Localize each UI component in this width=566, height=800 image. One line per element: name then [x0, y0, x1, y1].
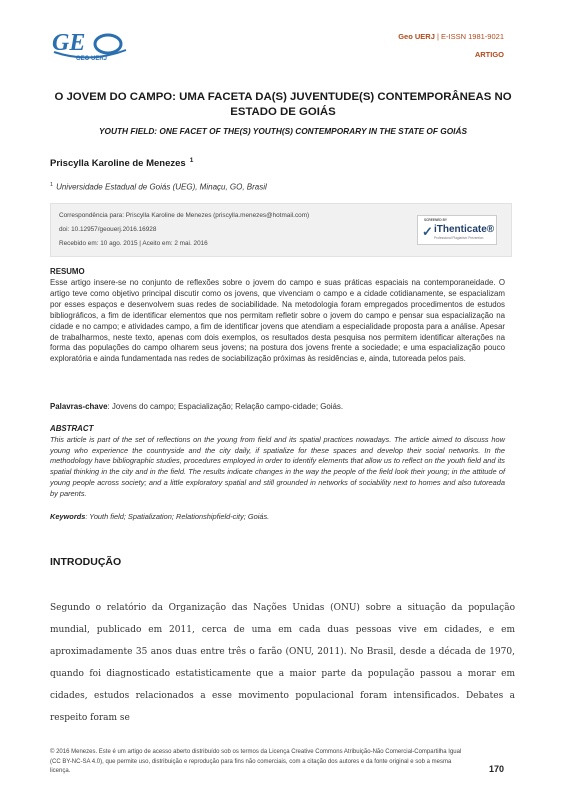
badge-name: iThenticate®: [434, 224, 495, 235]
abstract-heading: ABSTRACT: [50, 424, 94, 433]
author-text: Priscylla Karoline de Menezes: [50, 158, 186, 170]
geo-uerj-logo: [50, 28, 130, 62]
doi-link[interactable]: doi: 10.12957/geouerj.2016.16928: [59, 226, 157, 233]
resumo-text: Esse artigo insere-se no conjunto de reflexões sobre o jovem do campo e suas práticas espaciais na contemporaneidade. O artigo teve como objetivo principal discutir como os jovens, que vivenciam o campo e a cidade cotidianamente, se espacializam por esses espaços e desenvolvem suas redes de sociabilidade. Na metodologia foram empregados procedimentos de estudos bibliográficos, a fim de identificar elementos que nos permitam refletir sobre o jovem do campo e pensar sua espacialização na cidade e no campo; e atividades campo, a fim de identificar jovens que atendiam a especialidade proposta para a análise. Apesar de trabalharmos, neste texto, apenas com dois exemplos, os resultados desta pesquisa nos permitem identificar alterações na forma das populações do campo olharem seus jovens; na postura dos jovens frente a sociedade; e uma espacialização pouco exploratória e ainda fundamentada nas redes de sociabilização próximas às residências e, ainda, tutoreada pelos pais.: [50, 278, 505, 364]
article-subtitle: YOUTH FIELD: ONE FACET OF THE(S) YOUTH(S) CONTEMPORARY IN THE STATE OF GOIÁS: [99, 126, 467, 136]
introduction-text: Segundo o relatório da Organização das Nações Unidas (ONU) sobre a situação da população mundial, publicado em 2011, cerca de uma em cada duas pessoas vive em cidades, e em aproximadamente 35 anos duas entre três o farão (ONU, 2011). No Brasil, desde a década de 1970, quando foi diagnosticado estatisticamente que a maior parte da população passou a morar em cidades, estudos relacionados a esse movimento populacional foram intensificados. Debates a respeito foram se: [50, 603, 515, 723]
affiliation-text: Universidade Estadual de Goiás (UEG), Minaçu, GO, Brasil: [56, 182, 267, 192]
keywords-text: : Youth field; Spatialization; Relationshipfield-city; Goiás.: [85, 512, 270, 521]
svg-text:GE: GE: [52, 30, 86, 56]
keywords: [50, 512, 505, 521]
page-number: 170: [488, 764, 504, 774]
palavras-chave-text: : Jovens do campo; Espacialização; Relação campo-cidade; Goiás.: [107, 402, 344, 411]
license-footer: © 2016 Menezes. Este é um artigo de acesso aberto distribuído sob os termos da Licença Creative Commons Atribuição-Não Comercial-Compartilha Igual (CC BY-NC-SA 4.0), que permite uso, distribuição e reprodução para fins não comerciais, com a citação dos autores e da fonte original e sob a mesma licença.: [50, 749, 462, 775]
affiliation-sup: 1: [50, 182, 54, 188]
badge-screened-label: SCREENED BY: [424, 218, 448, 222]
palavras-chave: [50, 402, 505, 411]
palavras-chave-label: Palavras-chave: [50, 402, 108, 411]
resumo-heading: RESUMO: [50, 267, 85, 276]
abstract-text: This article is part of the set of reflections on the young from field and its spatial practices nowadays. The article aimed to discuss how young who experience the countryside and the city daily, if spatialize for these spaces and develop their social networks. In the methodology have bibliographic studies, procedures employed in order to identify elements that allow us to reflect on the youth field and its spatial thinking in the city and in the field. The results indicate changes in the way the people of the field look their young; in the attitude of young people across society; and a little exploratory spatial and still grounded in networks of sociability next to homes and also tutoreada by parents.: [50, 435, 505, 498]
journal-info: [398, 32, 504, 41]
check-icon: ✓: [422, 224, 433, 239]
correspondence-box: [50, 203, 512, 257]
introduction-heading: INTRODUÇÃO: [50, 556, 122, 568]
author-name: [50, 157, 193, 169]
author-sup: 1: [189, 157, 194, 164]
article-title: O JOVEM DO CAMPO: UMA FACETA DA(S) JUVENTUDE(S) CONTEMPORÂNEAS NO ESTADO DE GOIÁS: [54, 91, 512, 118]
journal-name: Geo UERJ: [398, 32, 435, 41]
affiliation: [50, 182, 267, 192]
ithenticate-badge[interactable]: [417, 215, 497, 245]
keywords-label: Keywords: [50, 512, 86, 521]
journal-issn: | E-ISSN 1981-9021: [437, 32, 504, 41]
correspondence-line: Correspondência para: Priscylla Karoline de Menezes (priscylla.menezes@hotmail.com): [59, 212, 310, 219]
dates-line: Recebido em: 10 ago. 2015 | Aceito em: 2 mai. 2016: [59, 240, 208, 247]
section-tag: ARTIGO: [474, 50, 504, 59]
badge-subtitle: Professional Plagiarism Prevention: [434, 236, 484, 240]
logo-text: GEO UERJ: [76, 56, 108, 62]
